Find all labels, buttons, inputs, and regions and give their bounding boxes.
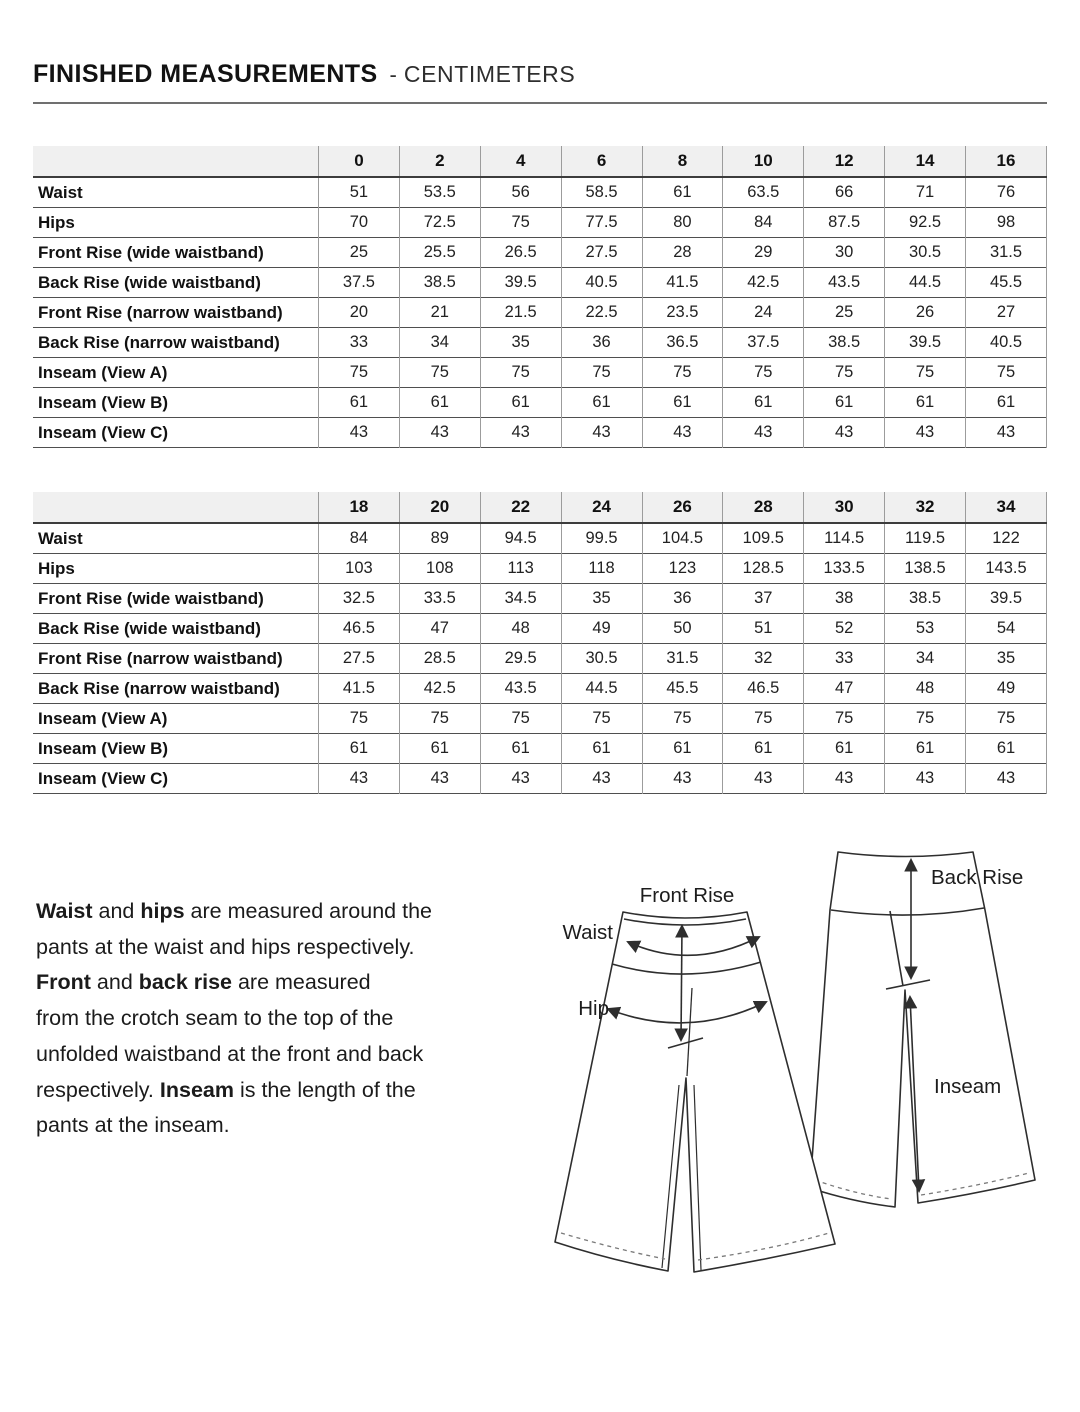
measurement-value: 35 bbox=[480, 328, 561, 358]
measurement-row bbox=[33, 268, 1047, 298]
measurement-value: 36.5 bbox=[642, 328, 723, 358]
description-term: back rise bbox=[138, 970, 232, 995]
measurement-value: 43 bbox=[399, 418, 480, 448]
measurement-value: 72.5 bbox=[399, 208, 480, 238]
measurement-value: 29 bbox=[723, 238, 804, 268]
measurement-value: 45.5 bbox=[642, 674, 723, 704]
description-text: are measured bbox=[232, 970, 371, 995]
measurement-value: 75 bbox=[399, 704, 480, 734]
measurement-value: 40.5 bbox=[966, 328, 1047, 358]
measurement-value: 29.5 bbox=[480, 644, 561, 674]
measurement-value: 43 bbox=[642, 418, 723, 448]
waist-label: Waist bbox=[562, 921, 613, 944]
measurement-row bbox=[33, 523, 1047, 554]
measurement-value: 61 bbox=[399, 388, 480, 418]
measurement-row-label: Front Rise (wide waistband) bbox=[38, 588, 264, 608]
measurement-value: 36 bbox=[642, 584, 723, 614]
measurement-value: 103 bbox=[319, 554, 400, 584]
measurement-value: 61 bbox=[966, 734, 1047, 764]
measurement-value: 30.5 bbox=[885, 238, 966, 268]
size-column-header: 20 bbox=[399, 492, 480, 523]
measurement-value: 45.5 bbox=[966, 268, 1047, 298]
pants-line-drawing bbox=[520, 830, 1080, 1300]
measurement-value: 61 bbox=[642, 177, 723, 208]
measurement-row-label: Waist bbox=[38, 528, 83, 548]
measurement-value: 42.5 bbox=[723, 268, 804, 298]
measurement-value: 43 bbox=[561, 764, 642, 794]
measurement-value: 43.5 bbox=[480, 674, 561, 704]
measurement-value: 38.5 bbox=[399, 268, 480, 298]
measurement-value: 71 bbox=[885, 177, 966, 208]
measurement-value: 133.5 bbox=[804, 554, 885, 584]
description-term: Front bbox=[36, 970, 91, 995]
measurement-value: 61 bbox=[642, 734, 723, 764]
measurement-value: 63.5 bbox=[723, 177, 804, 208]
measurement-value: 40.5 bbox=[561, 268, 642, 298]
description-line bbox=[36, 1073, 506, 1109]
measurement-value: 61 bbox=[319, 734, 400, 764]
pants-back-view bbox=[810, 852, 1035, 1207]
size-column-header: 18 bbox=[319, 492, 400, 523]
measurement-value: 119.5 bbox=[885, 523, 966, 554]
page-title-main: FINISHED MEASUREMENTS bbox=[33, 60, 378, 88]
measurement-value: 33 bbox=[804, 644, 885, 674]
measurement-value: 43 bbox=[399, 764, 480, 794]
measurement-value: 34 bbox=[885, 644, 966, 674]
measurement-value: 43 bbox=[723, 418, 804, 448]
measurement-row bbox=[33, 358, 1047, 388]
measurement-value: 123 bbox=[642, 554, 723, 584]
measurement-value: 44.5 bbox=[561, 674, 642, 704]
size-column-header: 34 bbox=[966, 492, 1047, 523]
measurement-value: 41.5 bbox=[642, 268, 723, 298]
description-text: and bbox=[92, 899, 141, 923]
size-column-header: 8 bbox=[642, 146, 723, 177]
measurement-value: 58.5 bbox=[561, 177, 642, 208]
measurement-value: 143.5 bbox=[966, 554, 1047, 584]
measurement-value: 48 bbox=[885, 674, 966, 704]
measurement-value: 92.5 bbox=[885, 208, 966, 238]
measurement-value: 37 bbox=[723, 584, 804, 614]
size-column-header: 28 bbox=[723, 492, 804, 523]
description-line bbox=[36, 1001, 506, 1037]
description-line bbox=[36, 1037, 506, 1073]
measurement-value: 75 bbox=[723, 358, 804, 388]
measurement-value: 53.5 bbox=[399, 177, 480, 208]
measurement-value: 75 bbox=[804, 358, 885, 388]
measurements-table-sizes-18-34 bbox=[33, 492, 1047, 794]
measurement-value: 25 bbox=[319, 238, 400, 268]
measurement-value: 39.5 bbox=[885, 328, 966, 358]
size-header-corner bbox=[33, 492, 319, 523]
measurement-row bbox=[33, 328, 1047, 358]
measurement-value: 28.5 bbox=[399, 644, 480, 674]
measurement-value: 34.5 bbox=[480, 584, 561, 614]
measurement-row bbox=[33, 208, 1047, 238]
measurement-value: 54 bbox=[966, 614, 1047, 644]
page-title-unit: CENTIMETERS bbox=[403, 61, 576, 87]
measurement-value: 49 bbox=[561, 614, 642, 644]
measurement-value: 38 bbox=[804, 584, 885, 614]
description-text: is the length of the bbox=[233, 1077, 416, 1102]
size-column-header: 32 bbox=[885, 492, 966, 523]
description-line bbox=[36, 965, 506, 1001]
size-header-corner bbox=[33, 146, 319, 177]
measurement-value: 122 bbox=[966, 523, 1047, 554]
measurement-value: 49 bbox=[966, 674, 1047, 704]
measurement-row-label: Inseam (View C) bbox=[38, 768, 169, 788]
measurement-value: 118 bbox=[561, 554, 642, 584]
measurement-value: 43 bbox=[966, 418, 1047, 448]
measurement-value: 35 bbox=[561, 584, 642, 614]
measurement-value: 98 bbox=[966, 208, 1047, 238]
measurement-value: 43 bbox=[966, 764, 1047, 794]
measurement-row-label: Inseam (View B) bbox=[38, 392, 169, 412]
measurement-value: 47 bbox=[804, 674, 885, 704]
measurement-row bbox=[33, 614, 1047, 644]
measurement-value: 43 bbox=[480, 764, 561, 794]
measurement-row bbox=[33, 177, 1047, 208]
measurement-value: 75 bbox=[885, 358, 966, 388]
measurement-value: 128.5 bbox=[723, 554, 804, 584]
pattern-measurements-page bbox=[0, 62, 1080, 1334]
page-title bbox=[33, 62, 1047, 87]
page-title-separator: - bbox=[389, 62, 397, 87]
measurement-value: 33.5 bbox=[399, 584, 480, 614]
measurement-value: 75 bbox=[480, 358, 561, 388]
pants-diagram bbox=[520, 830, 1080, 1300]
measurement-value: 84 bbox=[723, 208, 804, 238]
size-column-header: 12 bbox=[804, 146, 885, 177]
measurement-value: 61 bbox=[885, 734, 966, 764]
measurement-value: 47 bbox=[399, 614, 480, 644]
measurement-value: 26 bbox=[885, 298, 966, 328]
description-text: pants at the waist and hips respectively. bbox=[36, 934, 415, 959]
measurement-row bbox=[33, 644, 1047, 674]
measurement-value: 34 bbox=[399, 328, 480, 358]
size-column-header: 26 bbox=[642, 492, 723, 523]
description-text: pants at the inseam. bbox=[36, 1113, 230, 1138]
measurement-value: 75 bbox=[399, 358, 480, 388]
measurement-value: 43 bbox=[561, 418, 642, 448]
measurement-value: 75 bbox=[561, 704, 642, 734]
measurement-value: 84 bbox=[319, 523, 400, 554]
measurement-value: 66 bbox=[804, 177, 885, 208]
measurement-row-label: Inseam (View A) bbox=[38, 708, 168, 728]
measurement-value: 31.5 bbox=[642, 644, 723, 674]
description-text: unfolded waistband at the front and back bbox=[36, 1041, 424, 1066]
measurement-row-label: Inseam (View B) bbox=[38, 738, 169, 758]
measurement-row-label: Hips bbox=[38, 558, 75, 578]
measurement-value: 21.5 bbox=[480, 298, 561, 328]
measurement-value: 38.5 bbox=[804, 328, 885, 358]
measurement-value: 48 bbox=[480, 614, 561, 644]
measurement-value: 22.5 bbox=[561, 298, 642, 328]
measurement-value: 20 bbox=[319, 298, 400, 328]
measurement-value: 43.5 bbox=[804, 268, 885, 298]
measurement-value: 75 bbox=[642, 704, 723, 734]
size-column-header: 2 bbox=[399, 146, 480, 177]
description-line bbox=[36, 930, 506, 966]
measurement-value: 27.5 bbox=[561, 238, 642, 268]
measurement-value: 25 bbox=[804, 298, 885, 328]
measurement-value: 27.5 bbox=[319, 644, 400, 674]
measurement-value: 75 bbox=[561, 358, 642, 388]
measurement-value: 99.5 bbox=[561, 523, 642, 554]
measurement-value: 138.5 bbox=[885, 554, 966, 584]
pants-front-view bbox=[555, 912, 835, 1272]
front-rise-label: Front Rise bbox=[639, 884, 735, 907]
measurement-value: 43 bbox=[642, 764, 723, 794]
measurement-row bbox=[33, 584, 1047, 614]
measurement-row-label: Hips bbox=[38, 212, 75, 232]
measurement-value: 61 bbox=[804, 734, 885, 764]
measurement-row-label: Waist bbox=[38, 182, 83, 202]
size-column-header: 10 bbox=[723, 146, 804, 177]
measurement-value: 21 bbox=[399, 298, 480, 328]
measurement-row-label: Back Rise (wide waistband) bbox=[38, 618, 261, 638]
measurement-value: 61 bbox=[723, 388, 804, 418]
measurement-value: 51 bbox=[723, 614, 804, 644]
measurement-row bbox=[33, 734, 1047, 764]
measurement-row-label: Inseam (View A) bbox=[38, 362, 168, 382]
description-text: and bbox=[90, 970, 139, 995]
size-column-header: 14 bbox=[885, 146, 966, 177]
measurement-row-label: Inseam (View C) bbox=[38, 422, 169, 442]
measurement-row bbox=[33, 388, 1047, 418]
measurement-value: 52 bbox=[804, 614, 885, 644]
measurement-row-label: Back Rise (narrow waistband) bbox=[38, 678, 280, 698]
measurement-value: 39.5 bbox=[480, 268, 561, 298]
measurement-row-label: Front Rise (wide waistband) bbox=[38, 242, 264, 262]
measurement-value: 46.5 bbox=[723, 674, 804, 704]
measurement-value: 75 bbox=[642, 358, 723, 388]
measurement-row-label: Back Rise (narrow waistband) bbox=[38, 332, 280, 352]
hip-label: Hip bbox=[578, 997, 609, 1020]
measurement-value: 61 bbox=[480, 734, 561, 764]
measurement-value: 80 bbox=[642, 208, 723, 238]
measurement-value: 43 bbox=[885, 418, 966, 448]
description-term: hips bbox=[140, 899, 185, 923]
measurement-value: 30.5 bbox=[561, 644, 642, 674]
measurement-value: 42.5 bbox=[399, 674, 480, 704]
measurement-value: 27 bbox=[966, 298, 1047, 328]
measurement-value: 113 bbox=[480, 554, 561, 584]
measurement-value: 43 bbox=[723, 764, 804, 794]
description-text: are measured around the bbox=[184, 899, 432, 923]
measurement-value: 56 bbox=[480, 177, 561, 208]
measurement-value: 75 bbox=[723, 704, 804, 734]
measurement-value: 50 bbox=[642, 614, 723, 644]
measurement-value: 114.5 bbox=[804, 523, 885, 554]
measurement-value: 24 bbox=[723, 298, 804, 328]
measurement-value: 75 bbox=[319, 704, 400, 734]
measurement-value: 39.5 bbox=[966, 584, 1047, 614]
measurement-value: 75 bbox=[319, 358, 400, 388]
size-column-header: 16 bbox=[966, 146, 1047, 177]
measurement-value: 75 bbox=[804, 704, 885, 734]
measurement-description bbox=[36, 894, 506, 1144]
size-column-header: 24 bbox=[561, 492, 642, 523]
measurement-value: 51 bbox=[319, 177, 400, 208]
measurement-value: 33 bbox=[319, 328, 400, 358]
description-term: Inseam bbox=[159, 1077, 234, 1102]
measurement-value: 61 bbox=[319, 388, 400, 418]
measurement-value: 25.5 bbox=[399, 238, 480, 268]
size-column-header: 4 bbox=[480, 146, 561, 177]
measurement-value: 87.5 bbox=[804, 208, 885, 238]
measurement-value: 46.5 bbox=[319, 614, 400, 644]
measurement-row bbox=[33, 674, 1047, 704]
measurement-row bbox=[33, 554, 1047, 584]
measurement-value: 75 bbox=[885, 704, 966, 734]
measurement-row-label: Front Rise (narrow waistband) bbox=[38, 648, 283, 668]
measurement-value: 61 bbox=[723, 734, 804, 764]
measurement-row-label: Back Rise (wide waistband) bbox=[38, 272, 261, 292]
measurement-value: 43 bbox=[885, 764, 966, 794]
measurement-row-label: Front Rise (narrow waistband) bbox=[38, 302, 283, 322]
back-rise-label: Back Rise bbox=[931, 866, 1024, 889]
measurement-value: 75 bbox=[966, 704, 1047, 734]
measurement-value: 77.5 bbox=[561, 208, 642, 238]
description-line bbox=[36, 1108, 506, 1144]
measurement-value: 61 bbox=[561, 734, 642, 764]
measurement-value: 75 bbox=[966, 358, 1047, 388]
measurement-value: 53 bbox=[885, 614, 966, 644]
inseam-label: Inseam bbox=[934, 1075, 1002, 1098]
measurement-value: 37.5 bbox=[723, 328, 804, 358]
measurement-value: 35 bbox=[966, 644, 1047, 674]
measurement-value: 94.5 bbox=[480, 523, 561, 554]
measurement-value: 32 bbox=[723, 644, 804, 674]
description-line bbox=[36, 894, 506, 930]
measurement-value: 41.5 bbox=[319, 674, 400, 704]
measurement-value: 43 bbox=[480, 418, 561, 448]
measurement-value: 43 bbox=[319, 764, 400, 794]
measurement-row bbox=[33, 298, 1047, 328]
measurement-value: 38.5 bbox=[885, 584, 966, 614]
description-term: Waist bbox=[36, 899, 93, 923]
measurement-value: 108 bbox=[399, 554, 480, 584]
measurement-value: 75 bbox=[480, 704, 561, 734]
measurement-value: 28 bbox=[642, 238, 723, 268]
description-text: from the crotch seam to the top of the bbox=[36, 1006, 394, 1031]
bottom-section bbox=[33, 794, 1047, 1334]
measurement-value: 75 bbox=[480, 208, 561, 238]
measurement-row bbox=[33, 418, 1047, 448]
measurement-value: 61 bbox=[561, 388, 642, 418]
description-text: respectively. bbox=[36, 1077, 160, 1102]
measurement-value: 23.5 bbox=[642, 298, 723, 328]
measurement-value: 61 bbox=[642, 388, 723, 418]
measurement-value: 31.5 bbox=[966, 238, 1047, 268]
measurement-row bbox=[33, 704, 1047, 734]
measurement-value: 109.5 bbox=[723, 523, 804, 554]
measurement-value: 37.5 bbox=[319, 268, 400, 298]
measurement-value: 43 bbox=[804, 418, 885, 448]
measurement-value: 36 bbox=[561, 328, 642, 358]
measurement-value: 32.5 bbox=[319, 584, 400, 614]
measurement-value: 61 bbox=[966, 388, 1047, 418]
measurement-value: 89 bbox=[399, 523, 480, 554]
measurement-value: 70 bbox=[319, 208, 400, 238]
measurement-value: 104.5 bbox=[642, 523, 723, 554]
size-column-header: 22 bbox=[480, 492, 561, 523]
measurements-table-sizes-0-16 bbox=[33, 146, 1047, 448]
measurement-value: 61 bbox=[885, 388, 966, 418]
measurement-row bbox=[33, 764, 1047, 794]
measurement-value: 61 bbox=[480, 388, 561, 418]
measurement-value: 61 bbox=[804, 388, 885, 418]
measurement-value: 76 bbox=[966, 177, 1047, 208]
size-column-header: 30 bbox=[804, 492, 885, 523]
measurement-value: 61 bbox=[399, 734, 480, 764]
size-column-header: 6 bbox=[561, 146, 642, 177]
measurement-value: 30 bbox=[804, 238, 885, 268]
measurement-value: 44.5 bbox=[885, 268, 966, 298]
measurement-row bbox=[33, 238, 1047, 268]
measurement-value: 43 bbox=[319, 418, 400, 448]
title-divider bbox=[33, 102, 1047, 104]
measurement-value: 26.5 bbox=[480, 238, 561, 268]
measurement-value: 43 bbox=[804, 764, 885, 794]
size-column-header: 0 bbox=[319, 146, 400, 177]
